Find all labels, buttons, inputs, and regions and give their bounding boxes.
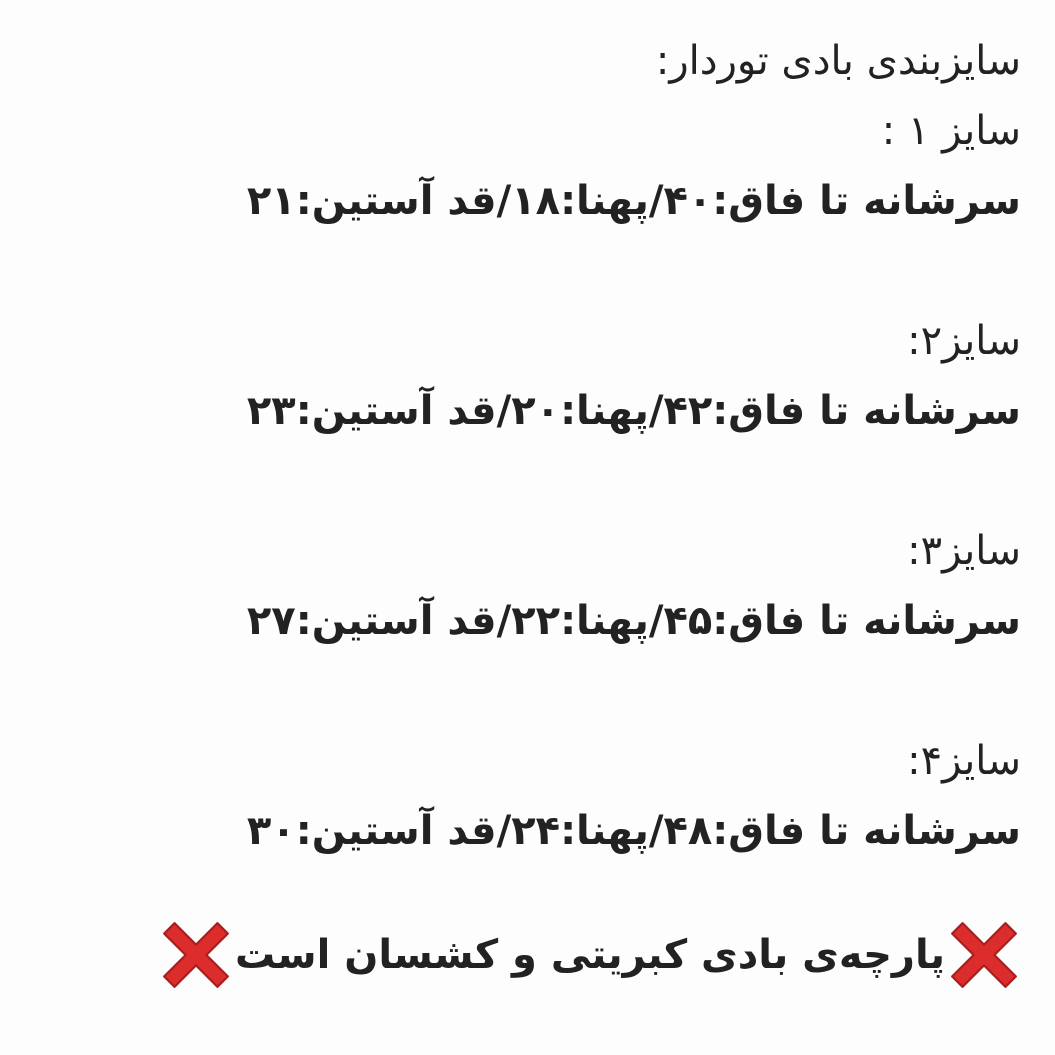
block-divider (0, 446, 1021, 516)
size-1-label: سایز ۱ : (881, 108, 1021, 154)
fabric-note-text: پارچه‌ی بادی کبریتی و کشسان است (234, 932, 945, 978)
size-3-measurements: سرشانه تا فاق:۴۵/پهنا:۲۲/قد آستین:۲۷ (246, 598, 1021, 644)
size-2-measurements: سرشانه تا فاق:۴۲/پهنا:۲۰/قد آستین:۲۳ (246, 388, 1021, 434)
page-title: سایزبندی بادی توردار: (655, 38, 1021, 84)
size-1-measurements: سرشانه تا فاق:۴۰/پهنا:۱۸/قد آستین:۲۱ (246, 178, 1021, 224)
block-divider (0, 236, 1021, 306)
cross-mark-icon (159, 918, 233, 992)
size-3-label: سایز۳: (907, 528, 1021, 574)
fabric-note (0, 918, 1021, 992)
size-2-label: سایز۲: (907, 318, 1021, 364)
block-divider (0, 656, 1021, 726)
size-4-measurements: سرشانه تا فاق:۴۸/پهنا:۲۴/قد آستین:۳۰ (246, 808, 1021, 854)
cross-mark-icon (947, 918, 1021, 992)
size-4-label: سایز۴: (907, 738, 1021, 784)
